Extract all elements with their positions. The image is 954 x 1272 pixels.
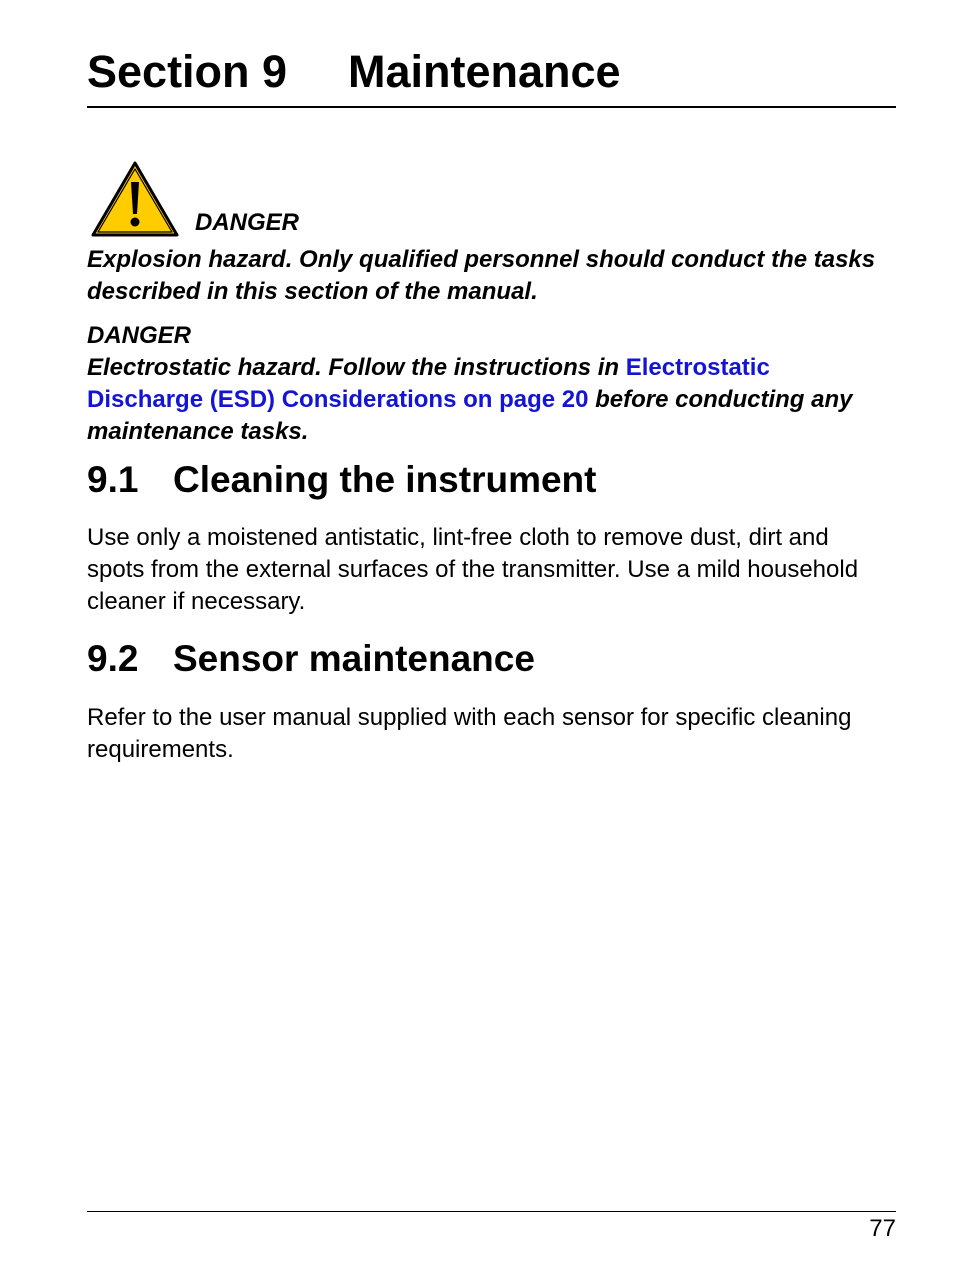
danger-explosion-text: Explosion hazard. Only qualified personnel should conduct the tasks described in this section of the manual. (87, 246, 876, 305)
page-number: 77 (869, 1215, 896, 1242)
danger-text-before: Electrostatic hazard. Follow the instructions in (87, 354, 626, 381)
section-header (87, 44, 896, 108)
section-number: Section 9 (87, 46, 288, 97)
sensor-maintenance-paragraph: Refer to the user manual supplied with each sensor for specific cleaning requirements. (87, 704, 852, 763)
heading-title: Sensor maintenance (173, 638, 535, 679)
danger-label: DANGER (195, 209, 300, 236)
danger-electrostatic-text (87, 352, 887, 448)
heading-cleaning (87, 458, 596, 502)
footer-divider (87, 1211, 896, 1212)
warning-triangle-icon (90, 160, 180, 238)
heading-title: Cleaning the instrument (173, 459, 597, 500)
cleaning-paragraph: Use only a moistened antistatic, lint-free cloth to remove dust, dirt and spots from the external surfaces of the transmitter. Use a mild household cleaner if necessary. (87, 524, 859, 615)
heading-number: 9.1 (87, 459, 139, 500)
section-title: Maintenance (348, 46, 621, 97)
esd-considerations-link[interactable]: Electrostatic Discharge (ESD) Considerations on page 20 (87, 354, 770, 413)
danger-text-after: before conducting any maintenance tasks. (87, 386, 853, 445)
danger-label: DANGER (87, 322, 192, 349)
heading-number: 9.2 (87, 638, 139, 679)
heading-sensor-maintenance (87, 637, 535, 681)
